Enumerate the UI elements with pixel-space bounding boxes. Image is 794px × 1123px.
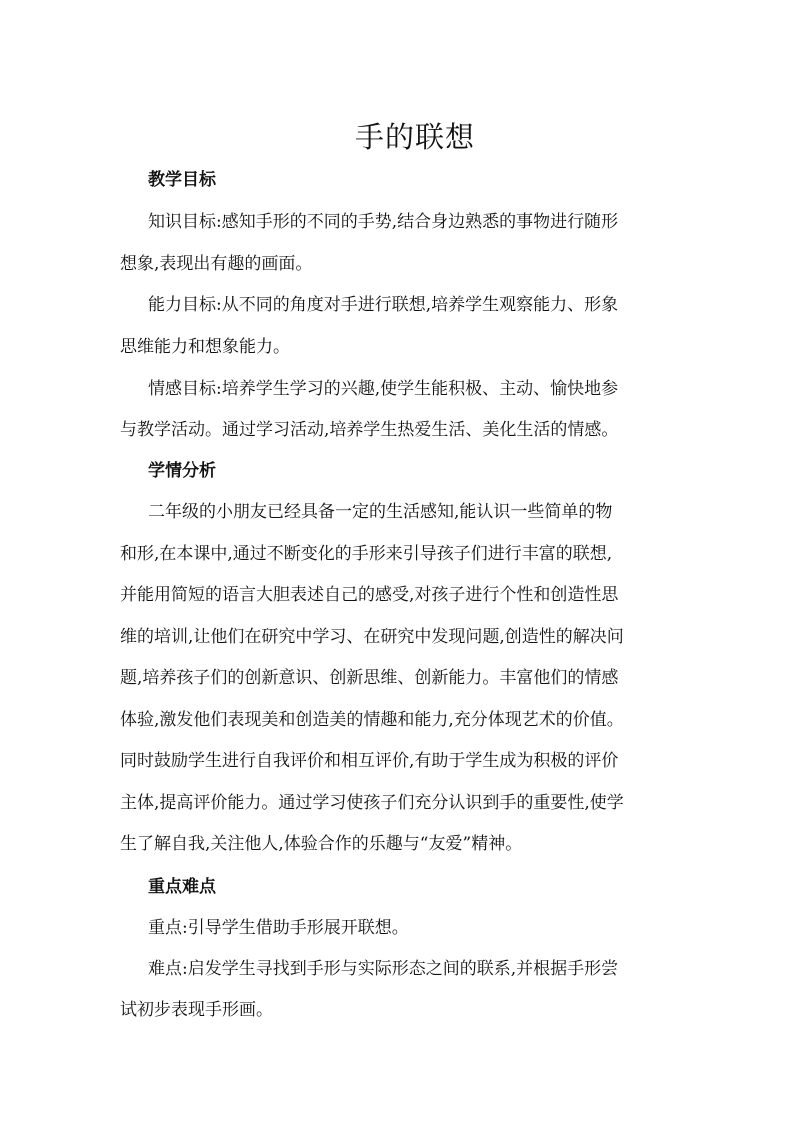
paragraph-line: 体验,激发他们表现美和创造美的情趣和能力,充分体现艺术的价值。: [120, 710, 624, 730]
paragraph-line: 能力目标:从不同的角度对手进行联想,培养学生观察能力、形象: [148, 295, 619, 315]
paragraph-line: 题,培养孩子们的创新意识、创新思维、创新能力。丰富他们的情感: [120, 668, 619, 688]
paragraph-line: 二年级的小朋友已经具备一定的生活感知,能认识一些简单的物: [148, 502, 613, 522]
section-heading-key-difficult-points: 重点难点: [148, 877, 216, 897]
section-heading-learning-analysis: 学情分析: [148, 461, 216, 481]
paragraph-line: 想象,表现出有趣的画面。: [120, 254, 313, 274]
paragraph-line: 生了解自我,关注他人,体验合作的乐趣与“友爱”精神。: [120, 834, 523, 854]
paragraph-line: 思维能力和想象能力。: [120, 337, 290, 357]
paragraph-line: 与教学活动。通过学习活动,培养学生热爱生活、美化生活的情感。: [120, 420, 619, 440]
paragraph-line: 主体,提高评价能力。通过学习使孩子们充分认识到手的重要性,使学: [120, 793, 624, 813]
paragraph-line: 试初步表现手形画。: [120, 1000, 273, 1020]
page-title: 手的联想: [354, 120, 475, 154]
paragraph-line: 和形,在本课中,通过不断变化的手形来引导孩子们进行丰富的联想,: [120, 544, 613, 564]
paragraph-line: 并能用简短的语言大胆表述自己的感受,对孩子进行个性和创造性思: [120, 585, 619, 605]
paragraph-line: 难点:启发学生寻找到手形与实际形态之间的联系,并根据手形尝: [148, 959, 619, 979]
paragraph-line: 维的培训,让他们在研究中学习、在研究中发现问题,创造性的解决问: [120, 627, 624, 647]
paragraph-line: 同时鼓励学生进行自我评价和相互评价,有助于学生成为积极的评价: [120, 751, 619, 771]
paragraph-line: 知识目标:感知手形的不同的手势,结合身边熟悉的事物进行随形: [148, 212, 619, 232]
section-heading-teaching-goals: 教学目标: [148, 170, 216, 190]
paragraph-line: 情感目标:培养学生学习的兴趣,使学生能积极、主动、愉快地参: [148, 379, 619, 399]
paragraph-line: 重点:引导学生借助手形展开联想。: [148, 918, 409, 938]
